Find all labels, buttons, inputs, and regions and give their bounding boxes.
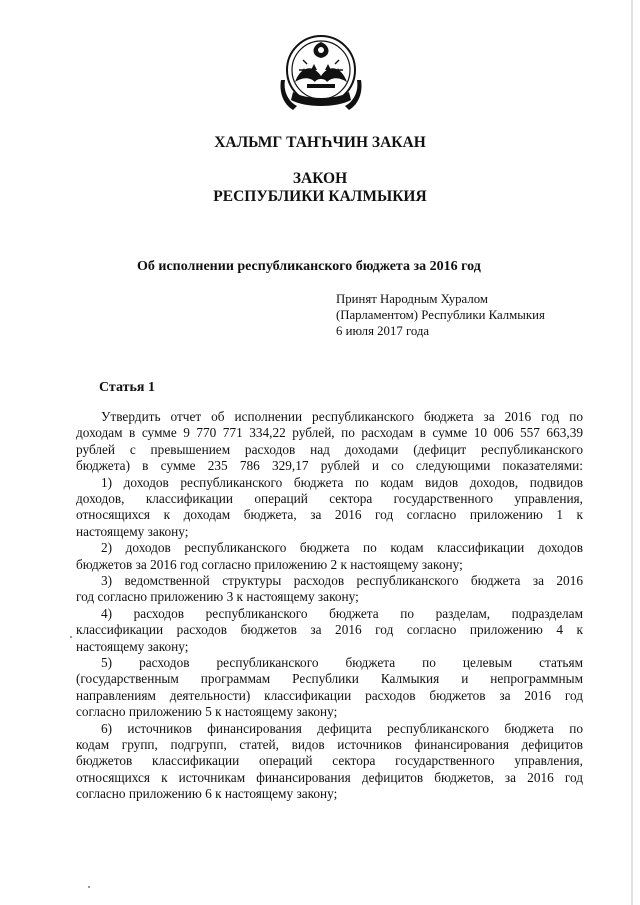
article-heading: Статья 1 [99, 380, 155, 395]
body-line: направлениям деятельности) классификации расходов бюджетов за 2016 год [76, 687, 583, 703]
body-line: доходам в сумме 9 770 771 334,22 рублей, по расходам в сумме 10 006 557 663,39 [76, 425, 583, 441]
body-line: согласно приложению 6 к настоящему закону; [76, 786, 338, 802]
body-line: год согласно приложению 3 к настоящему закону; [76, 589, 359, 605]
body-line: (государственным программам Республики Калмыкия и непрограммным [76, 671, 583, 687]
body-line: кодам групп, подгрупп, статей, видов источников финансирования дефицитов [76, 737, 583, 752]
adoption-line-1: Принят Народным Хуралом [336, 292, 488, 306]
scan-speck [70, 636, 72, 638]
scan-edge [631, 0, 633, 905]
law-title-line-2: РЕСПУБЛИКИ КАЛМЫКИЯ [213, 188, 427, 205]
body-line: 2) доходов республиканского бюджета по кодам классификации доходов [101, 540, 583, 556]
body-line: 5) расходов республиканского бюджета по целевым статьям [101, 655, 583, 670]
body-line: бюджетов классификации операций сектора государственного управления, [76, 753, 583, 769]
adoption-line-2: (Парламентом) Республики Калмыкия [336, 308, 545, 322]
body-line: согласно приложению 5 к настоящему закону; [76, 704, 338, 720]
emblem-of-kalmykia-icon [271, 30, 371, 121]
body-line: относящихся к источникам финансирования дефицитов бюджетов, за 2016 год [76, 769, 583, 785]
body-line: 1) доходов республиканского бюджета по кодам видов доходов, подвидов [101, 474, 583, 490]
adoption-line-3: 6 июля 2017 года [336, 324, 430, 338]
document-title: Об исполнении республиканского бюджета за 2016 год [137, 259, 481, 274]
body-line: классификации расходов бюджетов за 2016 год согласно приложению 4 к [76, 622, 583, 638]
body-line: 4) расходов республиканского бюджета по разделам, подразделам [101, 605, 583, 621]
scan-speck [88, 886, 90, 888]
body-line: 3) ведомственной структуры расходов республиканского бюджета за 2016 [101, 573, 583, 588]
body-line: 6) источников финансирования дефицита республиканского бюджета по [101, 720, 583, 736]
body-line: настоящему закону; [76, 638, 189, 654]
body-line: бюджета) в сумме 235 786 329,17 рублей и со следующими показателями: [76, 458, 583, 474]
body-line: бюджетов за 2016 год согласно приложению 2 к настоящему закону; [76, 556, 463, 572]
body-line: доходов, классификации операций сектора государственного управления, [76, 491, 583, 506]
body-line: настоящему закону; [76, 523, 189, 539]
body-line: относящихся к доходам бюджета, за 2016 год согласно приложению 1 к [76, 507, 583, 523]
kalmyk-law-title: ХАЛЬМГ ТАҤҺЧИН ЗАКАН [214, 134, 426, 151]
law-title-line-1: ЗАКОН [292, 170, 348, 187]
body-line: Утвердить отчет об исполнении республиканского бюджета за 2016 год по [101, 409, 583, 424]
body-line: рублей с превышением расходов над доходами (дефицит республиканского [76, 441, 583, 457]
